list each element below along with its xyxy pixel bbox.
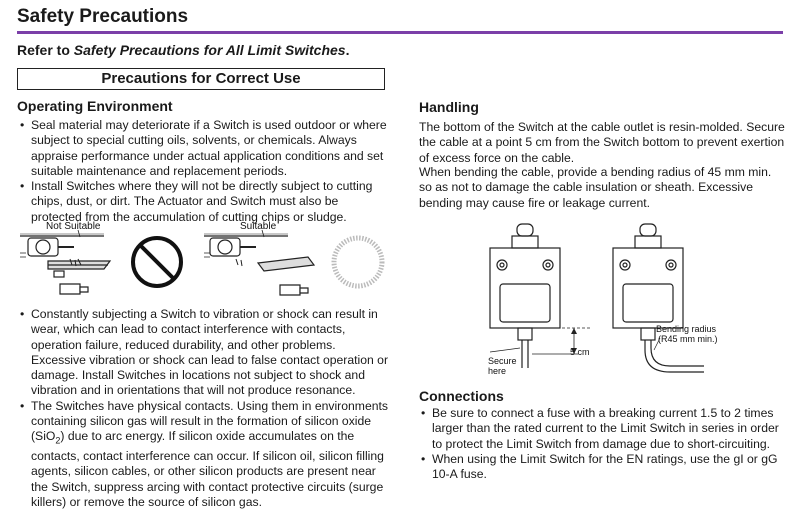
ok-circle-icon	[334, 238, 382, 286]
list-item: • Install Switches where they will not be directly subject to cutting chips, dust, or dirt. The Actuator and Switch must also be protected from the accumulation of cutting chips or sludge.	[20, 179, 388, 225]
handling-text-2: When bending the cable, provide a bending radius of 45 mm min. so as not to damage the cable insulation or sheath. Excessive bending may cause fire or leakage current.	[419, 165, 772, 210]
handling-heading: Handling	[419, 99, 479, 115]
connections-list	[421, 406, 785, 482]
operating-environment-heading: Operating Environment	[17, 98, 173, 114]
connections-heading: Connections	[419, 388, 504, 404]
installation-figure	[18, 219, 390, 305]
operating-environment-list-top	[20, 118, 388, 225]
handling-figure	[478, 218, 718, 378]
dimension-label: 5 cm	[570, 347, 590, 357]
switch-bent-cable	[613, 224, 704, 372]
silicon-subscript: 2	[55, 435, 61, 446]
not-suitable-label: Not Suitable	[46, 221, 101, 232]
refer-link-text: Safety Precautions for All Limit Switches	[73, 42, 346, 58]
title-rule	[17, 31, 783, 34]
suitable-diagram	[204, 234, 314, 295]
suitable-label: Suitable	[240, 221, 277, 232]
not-suitable-diagram	[20, 234, 110, 294]
refer-suffix: .	[345, 42, 350, 58]
list-item: • Constantly subjecting a Switch to vibration or shock can result in wear, which can lead to contact interference with contacts, operation failure, reduced durability, and other problems. Excessive vibration or shock can lead to false contact operation or damage. Install Switches in locations not subject to shock and vibration and in orientations that will not produce resonance.	[20, 307, 388, 399]
bending-label-1: Bending radius	[656, 324, 717, 334]
secure-label-1: Secure	[488, 356, 517, 366]
handling-text-1: The bottom of the Switch at the cable outlet is resin-molded. Secure the cable at a point 5 cm from the Switch bottom to prevent exertion of excess force on the cable.	[419, 120, 785, 165]
prohibited-icon	[133, 238, 181, 286]
refer-note	[17, 42, 349, 58]
secure-label-2: here	[488, 366, 507, 376]
bending-label-2: (R45 mm min.)	[658, 334, 718, 344]
precautions-box-heading: Precautions for Correct Use	[17, 68, 385, 90]
list-item: • When using the Limit Switch for the EN ratings, use the gI or gG 10-A fuse.	[421, 452, 785, 483]
refer-prefix: Refer to	[17, 42, 74, 58]
page-title: Safety Precautions	[17, 6, 189, 27]
silicon-text-after: ) due to arc energy. If silicon oxide accumulates on the contacts, contact interference can occur. If silicon oil, silicon filling agents, silicon cables, or other silicon products are present near the Switch, suppress arcing with contact protective circuits (surge killers) or remove the source of silicon gas.	[31, 429, 384, 509]
list-item: • Seal material may deteriorate if a Switch is used outdoor or where subject to special cutting oils, solvents, or chemicals. Always appraise performance under actual application conditions and set suitable maintenance and replacement periods.	[20, 118, 388, 179]
silicon-text-before: The Switches have physical contacts. Using them in environments containing silicon gas will result in the formation of silicon oxide (SiO	[31, 398, 388, 444]
list-item	[20, 399, 388, 510]
list-item: • Be sure to connect a fuse with a breaking current 1.5 to 2 times larger than the rated current to the Limit Switch in series in order to protect the Limit Switch from damage due to short-circuiting.	[421, 406, 785, 452]
operating-environment-list-bottom	[20, 307, 388, 510]
